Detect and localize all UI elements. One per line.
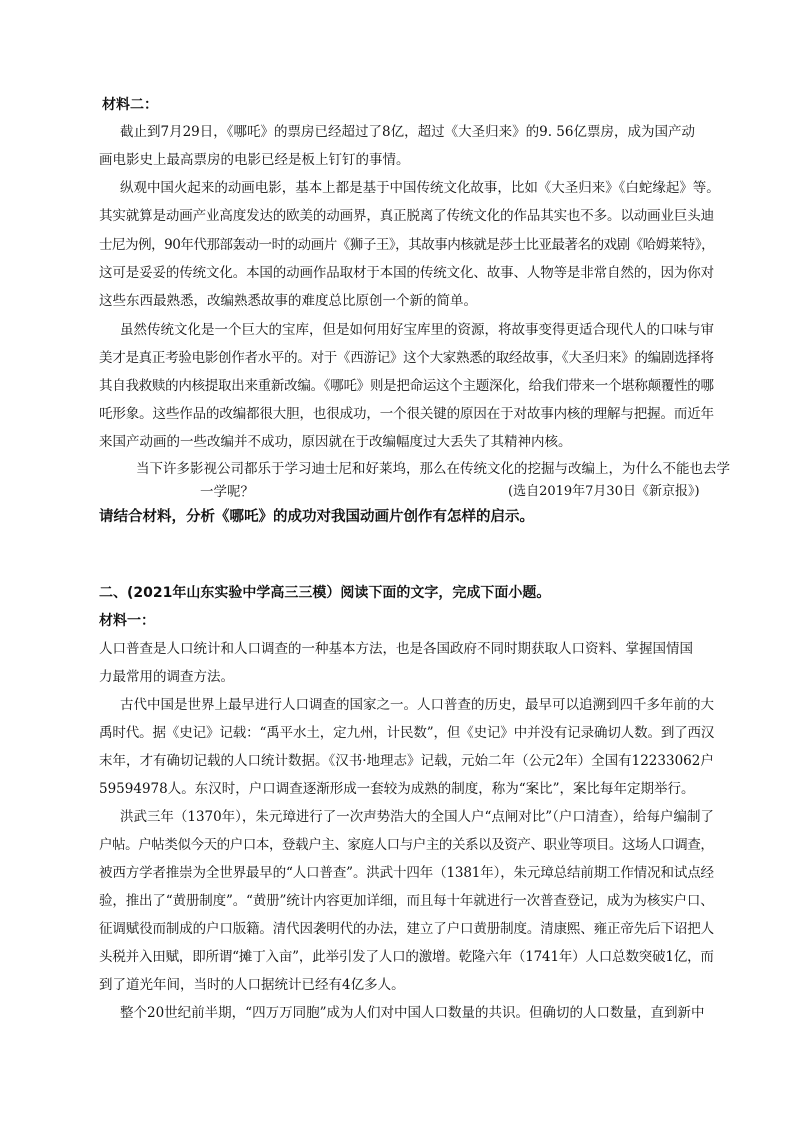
material-1-line: 洪武三年（1370年），朱元璋进行了一次声势浩大的全国人户“点闸对比”（户口清查），给每户编制了	[120, 809, 714, 825]
material-2-line: 纵观中国火起来的动画电影，基本上都是基于中国传统文化故事，比如《大圣归来》《白蛇缘起》等。	[120, 180, 720, 196]
material-1-heading: 材料一：	[99, 613, 155, 629]
material-2-line: 这可是妥妥的传统文化。本国的动画作品取材于本国的传统文化、故事、人物等是非常自然的，因为你对	[99, 265, 714, 281]
material-2-line: 当下许多影视公司都乐于学习迪士尼和好莱坞，那么在传统文化的挖掘与改编上，为什么不能也去学	[136, 461, 730, 477]
material-2-heading: 材料二：	[102, 97, 158, 113]
material-2-line: 其自我救赎的内核提取出来重新改编。《哪吒》则是把命运这个主题深化，给我们带来一个堪称颠覆性的哪	[99, 378, 714, 394]
material-2-line: 吒形象。这些作品的改编都很大胆，也很成功，一个很关键的原因在于对故事内核的理解与把握。而近年	[99, 406, 714, 422]
material-2-line: 画电影史上最高票房的电影已经是板上钉钉的事情。	[99, 152, 410, 168]
material-1-line: 整个20世纪前半期，“四万万同胞”成为人们对中国人口数量的共识。但确切的人口数量，直到新中	[120, 1005, 705, 1021]
question-prompt: 请结合材料，分析《哪吒》的成功对我国动画片创作有怎样的启示。	[99, 509, 534, 525]
material-1-line: 验，推出了“黄册制度”。“黄册”统计内容更加详细，而且每十年就进行一次普查登记，成为为核实户口、	[99, 893, 714, 909]
material-1-line: 力最常用的调查方法。	[99, 669, 234, 685]
material-2-line: 美才是真正考验电影创作者水平的。对于《西游记》这个大家熟悉的取经故事，《大圣归来》的编剧选择将	[99, 350, 714, 366]
material-1-line: 征调赋役而制成的户口版籍。清代因袭明代的办法，建立了户口黄册制度。清康熙、雍正帝先后下诏把人	[99, 921, 714, 937]
material-2-line: 截止到7月29日，《哪吒》的票房已经超过了8亿，超过《大圣归来》的9. 56亿票房，成为国产动	[120, 124, 695, 140]
material-1-line: 古代中国是世界上最早进行人口调查的国家之一。人口普查的历史，最早可以追溯到四千多年前的大	[120, 697, 714, 713]
material-1-line: 到了道光年间，当时的人口据统计已经有4亿多人。	[99, 977, 405, 993]
source-citation: (选自2019年7月30日《新京报》)	[508, 484, 700, 499]
material-2-line: 这些东西最熟悉，改编熟悉故事的难度总比原创一个新的简单。	[99, 293, 477, 309]
material-1-line: 禹时代。据《史记》记载：“禹平水土，定九州，计民数”，但《史记》中并没有记录确切人数。到了西汉	[99, 725, 715, 741]
material-1-line: 户帖。户帖类似今天的户口本，登载户主、家庭人口与户主的关系以及资产、职业等项目。这场人口调查，	[99, 837, 714, 853]
material-1-line: 59594978人。东汉时，户口调查逐渐形成一套较为成熟的制度，称为“案比”，案比每年定期举行。	[99, 781, 695, 797]
material-1-line: 被西方学者推崇为全世界最早的“人口普查”。洪武十四年（1381年），朱元璋总结前期工作情况和试点经	[99, 865, 714, 881]
material-2-line: 士尼为例，90年代那部轰动一时的动画片《狮子王》，其故事内核就是莎士比亚最著名的戏剧《哈姆莱特》，	[99, 237, 715, 253]
material-1-line: 末年，才有确切记载的人口统计数据。《汉书·地理志》记载，元始二年（公元2年）全国有12233062户	[99, 753, 714, 769]
section-2-title: 二、(2021年山东实验中学高三三模）阅读下面的文字，完成下面小题。	[99, 585, 551, 601]
material-1-line: 人口普查是人口统计和人口调查的一种基本方法，也是各国政府不同时期获取人口资料、掌握国情国	[99, 641, 693, 657]
material-2-line: 虽然传统文化是一个巨大的宝库，但是如何用好宝库里的资源，将故事变得更适合现代人的口味与审	[120, 322, 714, 338]
material-2-line: 一学呢？	[200, 484, 254, 500]
material-1-line: 头税并入田赋，即所谓“摊丁入亩”，此举引发了人口的激增。乾隆六年（1741年）人口总数突破1亿，而	[99, 949, 714, 965]
material-2-line: 来国产动画的一些改编并不成功，原因就在于改编幅度过大丢失了其精神内核。	[99, 434, 572, 450]
material-2-line: 其实就算是动画产业高度发达的欧美的动画界，真正脱离了传统文化的作品其实也不多。以动画业巨头迪	[99, 208, 714, 224]
